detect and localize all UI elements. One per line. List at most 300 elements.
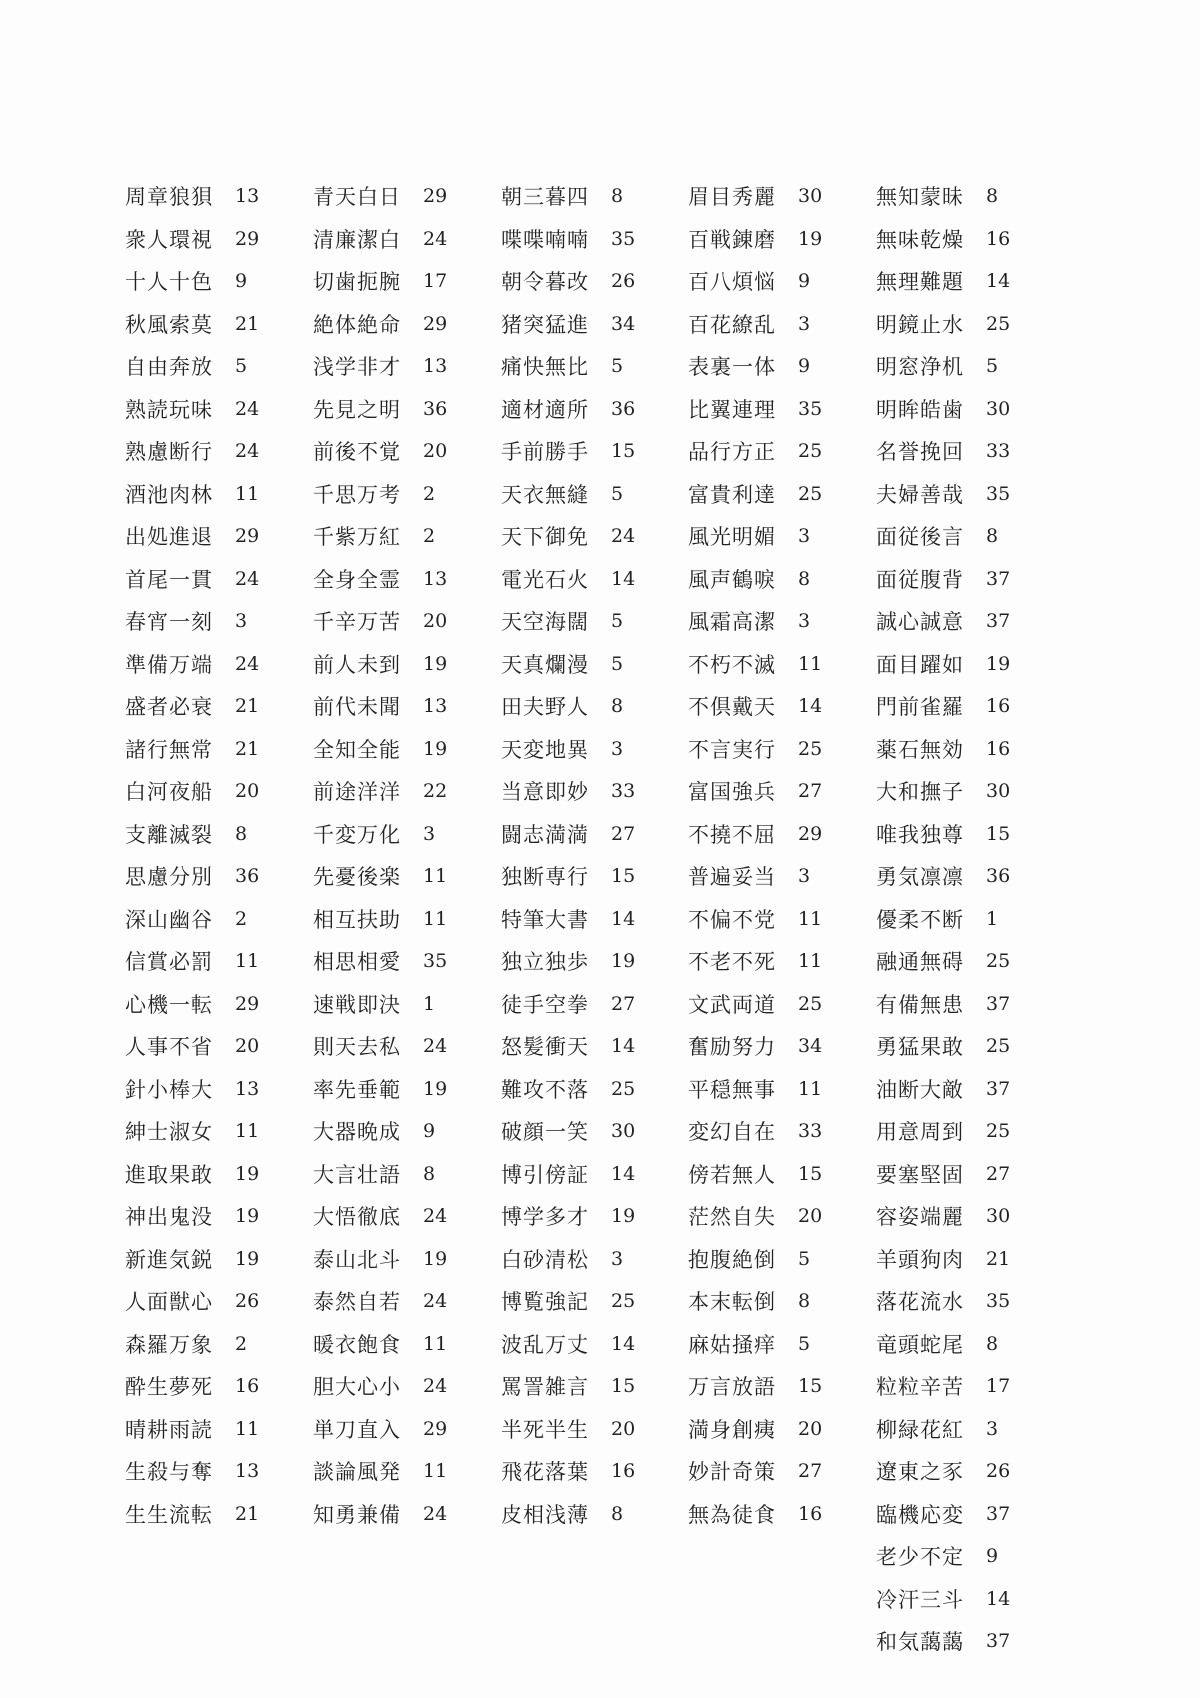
idiom-term: 首尾一貫 (125, 567, 213, 592)
idiom-term: 相思相愛 (313, 950, 401, 975)
idiom-term: 品行方正 (688, 440, 776, 465)
list-item (313, 430, 513, 473)
idiom-term: 風声鶴唳 (688, 567, 776, 592)
page-number: 17 (986, 1375, 1011, 1398)
page-number: 16 (611, 1460, 636, 1483)
list-item (501, 515, 701, 558)
list-item (501, 558, 701, 601)
idiom-term: 思慮分別 (125, 865, 213, 890)
page-number: 2 (235, 907, 248, 930)
column-3 (501, 175, 701, 1535)
list-item (876, 218, 1076, 261)
idiom-term: 風光明媚 (688, 525, 776, 550)
page-number: 15 (611, 440, 636, 463)
list-item (125, 175, 325, 218)
page-number: 33 (611, 780, 636, 803)
list-item (876, 1110, 1076, 1153)
list-item (501, 345, 701, 388)
page-number: 19 (611, 1205, 636, 1228)
idiom-term: 竜頭蛇尾 (876, 1332, 964, 1357)
page-number: 13 (423, 355, 448, 378)
page-number: 15 (611, 1375, 636, 1398)
list-item (501, 983, 701, 1026)
list-item (125, 1408, 325, 1451)
list-item (125, 643, 325, 686)
idiom-term: 飛花落葉 (501, 1460, 589, 1485)
list-item (876, 1323, 1076, 1366)
page-number: 34 (611, 312, 636, 335)
idiom-term: 大悟徹底 (313, 1205, 401, 1230)
list-item (876, 1025, 1076, 1068)
list-item (876, 388, 1076, 431)
page-number: 24 (423, 1035, 448, 1058)
list-item (876, 558, 1076, 601)
list-item (501, 430, 701, 473)
idiom-term: 森羅万象 (125, 1332, 213, 1357)
page-number: 21 (235, 1502, 260, 1525)
idiom-term: 紳士淑女 (125, 1120, 213, 1145)
idiom-term: 難攻不落 (501, 1077, 589, 1102)
list-item (125, 1365, 325, 1408)
idiom-term: 無知蒙昧 (876, 185, 964, 210)
idiom-term: 博覧強記 (501, 1290, 589, 1315)
list-item (125, 855, 325, 898)
idiom-term: 熟読玩味 (125, 397, 213, 422)
list-item (125, 260, 325, 303)
list-item (876, 473, 1076, 516)
page-number: 30 (611, 1120, 636, 1143)
page-number: 37 (986, 567, 1011, 590)
list-item (876, 303, 1076, 346)
page-number: 25 (986, 312, 1011, 335)
list-item (501, 218, 701, 261)
list-item (688, 813, 888, 856)
page-number: 8 (423, 1162, 436, 1185)
list-item (313, 558, 513, 601)
page-number: 14 (611, 1332, 636, 1355)
page-number: 20 (423, 610, 448, 633)
idiom-term: 前代未聞 (313, 695, 401, 720)
page-number: 19 (423, 652, 448, 675)
page-number: 16 (235, 1375, 260, 1398)
idiom-term: 不朽不滅 (688, 652, 776, 677)
list-item (688, 388, 888, 431)
list-item (313, 388, 513, 431)
page-number: 3 (798, 865, 811, 888)
page-number: 17 (423, 270, 448, 293)
list-item (125, 345, 325, 388)
list-item (688, 1493, 888, 1536)
page-number: 11 (423, 907, 448, 930)
page-number: 19 (235, 1205, 260, 1228)
list-item (876, 1238, 1076, 1281)
idiom-term: 不言実行 (688, 737, 776, 762)
page-number: 14 (986, 270, 1011, 293)
idiom-term: 明窓浄机 (876, 355, 964, 380)
page-number: 5 (798, 1247, 811, 1270)
idiom-term: 泰然自若 (313, 1290, 401, 1315)
idiom-term: 落花流水 (876, 1290, 964, 1315)
idiom-term: 夫婦善哉 (876, 482, 964, 507)
page-number: 30 (798, 185, 823, 208)
page-number: 3 (798, 525, 811, 548)
page-number: 29 (235, 992, 260, 1015)
list-item (313, 1365, 513, 1408)
idiom-term: 新進気鋭 (125, 1247, 213, 1272)
idiom-term: 羊頭狗肉 (876, 1247, 964, 1272)
list-item (688, 728, 888, 771)
idiom-term: 油断大敵 (876, 1077, 964, 1102)
idiom-term: 自由奔放 (125, 355, 213, 380)
list-item (688, 643, 888, 686)
page-number: 36 (986, 865, 1011, 888)
list-item (688, 770, 888, 813)
page-number: 13 (235, 185, 260, 208)
idiom-term: 平穏無事 (688, 1077, 776, 1102)
idiom-term: 百八煩悩 (688, 270, 776, 295)
idiom-term: 十人十色 (125, 270, 213, 295)
page-number: 36 (611, 397, 636, 420)
idiom-term: 比翼連理 (688, 397, 776, 422)
list-item (125, 558, 325, 601)
page-number: 3 (798, 312, 811, 335)
idiom-term: 融通無碍 (876, 950, 964, 975)
idiom-term: 半死半生 (501, 1417, 589, 1442)
page-number: 15 (798, 1162, 823, 1185)
page-number: 30 (986, 780, 1011, 803)
idiom-term: 白砂清松 (501, 1247, 589, 1272)
idiom-term: 面従腹背 (876, 567, 964, 592)
page-number: 8 (611, 185, 624, 208)
list-item (688, 1110, 888, 1153)
list-item (688, 1450, 888, 1493)
list-item (125, 388, 325, 431)
idiom-term: 千思万考 (313, 482, 401, 507)
page-number: 30 (986, 1205, 1011, 1228)
list-item (313, 1450, 513, 1493)
idiom-term: 談論風発 (313, 1460, 401, 1485)
page-number: 19 (986, 652, 1011, 675)
idiom-term: 怒髪衝天 (501, 1035, 589, 1060)
idiom-term: 天空海闊 (501, 610, 589, 635)
idiom-term: 前後不覚 (313, 440, 401, 465)
page-number: 19 (423, 1247, 448, 1270)
idiom-term: 大器晩成 (313, 1120, 401, 1145)
page-number: 11 (235, 1417, 260, 1440)
page-number: 19 (423, 737, 448, 760)
page-number: 21 (986, 1247, 1011, 1270)
list-item (688, 345, 888, 388)
idiom-term: 全知全能 (313, 737, 401, 762)
list-item (313, 1493, 513, 1536)
page-number: 27 (611, 992, 636, 1015)
idiom-term: 傍若無人 (688, 1162, 776, 1187)
idiom-term: 罵詈雑言 (501, 1375, 589, 1400)
page-number: 20 (798, 1417, 823, 1440)
list-item (125, 1153, 325, 1196)
list-item (876, 1365, 1076, 1408)
idiom-term: 出処進退 (125, 525, 213, 550)
list-item (125, 1323, 325, 1366)
page-number: 27 (611, 822, 636, 845)
idiom-term: 万言放語 (688, 1375, 776, 1400)
list-item (501, 1068, 701, 1111)
idiom-term: 神出鬼没 (125, 1205, 213, 1230)
page-number: 29 (235, 227, 260, 250)
idiom-term: 支離滅裂 (125, 822, 213, 847)
page-number: 11 (423, 1332, 448, 1355)
page-number: 37 (986, 992, 1011, 1015)
idiom-term: 風霜高潔 (688, 610, 776, 635)
idiom-term: 変幻自在 (688, 1120, 776, 1145)
list-item (313, 898, 513, 941)
list-item (125, 940, 325, 983)
list-item (876, 813, 1076, 856)
page-number: 20 (423, 440, 448, 463)
page-number: 21 (235, 312, 260, 335)
idiom-term: 波乱万丈 (501, 1332, 589, 1357)
page-number: 27 (798, 780, 823, 803)
list-item (688, 940, 888, 983)
idiom-term: 熟慮断行 (125, 440, 213, 465)
page-number: 19 (423, 1077, 448, 1100)
list-item (313, 1153, 513, 1196)
page-number: 5 (611, 610, 624, 633)
list-item (688, 1408, 888, 1451)
idiom-term: 勇猛果敢 (876, 1035, 964, 1060)
idiom-term: 麻姑掻痒 (688, 1332, 776, 1357)
page-number: 24 (235, 397, 260, 420)
idiom-term: 明眸皓歯 (876, 397, 964, 422)
idiom-term: 和気藹藹 (876, 1630, 964, 1655)
list-item (313, 685, 513, 728)
list-item (313, 260, 513, 303)
page-number: 3 (986, 1417, 999, 1440)
page-number: 2 (423, 482, 436, 505)
list-item (876, 1493, 1076, 1536)
idiom-term: 不老不死 (688, 950, 776, 975)
list-item (688, 600, 888, 643)
idiom-term: 有備無患 (876, 992, 964, 1017)
list-item (501, 1280, 701, 1323)
page-number: 26 (986, 1460, 1011, 1483)
page-number: 33 (986, 440, 1011, 463)
idiom-term: 単刀直入 (313, 1417, 401, 1442)
idiom-term: 臨機応変 (876, 1502, 964, 1527)
idiom-term: 天真爛漫 (501, 652, 589, 677)
idiom-term: 率先垂範 (313, 1077, 401, 1102)
idiom-term: 容姿端麗 (876, 1205, 964, 1230)
list-item (501, 600, 701, 643)
page-number: 22 (423, 780, 448, 803)
page-number: 19 (235, 1247, 260, 1270)
idiom-term: 適材適所 (501, 397, 589, 422)
idiom-term: 抱腹絶倒 (688, 1247, 776, 1272)
idiom-term: 心機一転 (125, 992, 213, 1017)
idiom-term: 絶体絶命 (313, 312, 401, 337)
page-number: 25 (986, 950, 1011, 973)
list-item (313, 218, 513, 261)
page-number: 35 (986, 1290, 1011, 1313)
idiom-term: 徒手空拳 (501, 992, 589, 1017)
list-item (313, 600, 513, 643)
page-number: 16 (798, 1502, 823, 1525)
list-item (501, 898, 701, 941)
idiom-term: 破顔一笑 (501, 1120, 589, 1145)
idiom-term: 全身全霊 (313, 567, 401, 592)
idiom-term: 要塞堅固 (876, 1162, 964, 1187)
idiom-term: 人事不省 (125, 1035, 213, 1060)
idiom-term: 生殺与奪 (125, 1460, 213, 1485)
list-item (125, 600, 325, 643)
list-item (125, 430, 325, 473)
list-item (313, 1195, 513, 1238)
idiom-term: 面目躍如 (876, 652, 964, 677)
page-number: 13 (423, 695, 448, 718)
page-number: 8 (986, 525, 999, 548)
idiom-term: 富国強兵 (688, 780, 776, 805)
page-number: 36 (423, 397, 448, 420)
idiom-term: 富貴利達 (688, 482, 776, 507)
idiom-term: 百花繚乱 (688, 312, 776, 337)
list-item (876, 345, 1076, 388)
list-item (501, 1110, 701, 1153)
idiom-term: 面従後言 (876, 525, 964, 550)
page-number: 15 (611, 865, 636, 888)
page-number: 5 (235, 355, 248, 378)
idiom-term: 切歯扼腕 (313, 270, 401, 295)
idiom-term: 茫然自失 (688, 1205, 776, 1230)
idiom-term: 独立独歩 (501, 950, 589, 975)
idiom-term: 則天去私 (313, 1035, 401, 1060)
list-item (688, 1153, 888, 1196)
page-number: 26 (235, 1290, 260, 1313)
page-number: 16 (986, 695, 1011, 718)
idiom-term: 準備万端 (125, 652, 213, 677)
idiom-term: 大言壮語 (313, 1162, 401, 1187)
list-item (501, 1195, 701, 1238)
idiom-term: 盛者必衰 (125, 695, 213, 720)
list-item (313, 1110, 513, 1153)
idiom-term: 博学多才 (501, 1205, 589, 1230)
list-item (501, 1450, 701, 1493)
page-number: 3 (798, 610, 811, 633)
page-number: 25 (611, 1290, 636, 1313)
idiom-term: 周章狼狽 (125, 185, 213, 210)
page-number: 27 (986, 1162, 1011, 1185)
page-number: 11 (423, 1460, 448, 1483)
idiom-term: 田夫野人 (501, 695, 589, 720)
idiom-term: 生生流転 (125, 1502, 213, 1527)
page-number: 35 (611, 227, 636, 250)
page-number: 24 (235, 440, 260, 463)
idiom-term: 晴耕雨読 (125, 1417, 213, 1442)
list-item (125, 685, 325, 728)
idiom-term: 知勇兼備 (313, 1502, 401, 1527)
page-number: 13 (423, 567, 448, 590)
idiom-term: 冷汗三斗 (876, 1587, 964, 1612)
list-item (125, 515, 325, 558)
idiom-term: 猪突猛進 (501, 312, 589, 337)
page-number: 35 (423, 950, 448, 973)
list-item (688, 1068, 888, 1111)
page-number: 30 (986, 397, 1011, 420)
list-item (501, 473, 701, 516)
list-item (125, 473, 325, 516)
list-item (688, 515, 888, 558)
list-item (876, 1153, 1076, 1196)
page-number: 35 (798, 397, 823, 420)
idiom-term: 誠心誠意 (876, 610, 964, 635)
idiom-term: 相互扶助 (313, 907, 401, 932)
idiom-term: 明鏡止水 (876, 312, 964, 337)
page-number: 11 (798, 950, 823, 973)
idiom-term: 青天白日 (313, 185, 401, 210)
column-2 (313, 175, 513, 1535)
idiom-term: 名誉挽回 (876, 440, 964, 465)
list-item (125, 770, 325, 813)
page-number: 11 (235, 950, 260, 973)
list-item (876, 770, 1076, 813)
list-item (876, 1280, 1076, 1323)
page-number: 35 (986, 482, 1011, 505)
idiom-term: 喋喋喃喃 (501, 227, 589, 252)
page-number: 37 (986, 1630, 1011, 1653)
page-number: 24 (235, 652, 260, 675)
list-item (876, 1535, 1076, 1578)
page-number: 11 (235, 1120, 260, 1143)
idiom-term: 妙計奇策 (688, 1460, 776, 1485)
list-item (876, 1620, 1076, 1663)
idiom-term: 諸行無常 (125, 737, 213, 762)
page-number: 3 (423, 822, 436, 845)
list-item (501, 685, 701, 728)
page-number: 9 (798, 270, 811, 293)
list-item (313, 813, 513, 856)
list-item (688, 1238, 888, 1281)
page-number: 25 (798, 482, 823, 505)
list-item (876, 1195, 1076, 1238)
idiom-term: 天変地異 (501, 737, 589, 762)
list-item (501, 303, 701, 346)
page-number: 3 (235, 610, 248, 633)
page-number: 2 (235, 1332, 248, 1355)
list-item (876, 728, 1076, 771)
page-number: 21 (235, 737, 260, 760)
idiom-term: 胆大心小 (313, 1375, 401, 1400)
idiom-term: 粒粒辛苦 (876, 1375, 964, 1400)
idiom-term: 不偏不党 (688, 907, 776, 932)
idiom-term: 衆人環視 (125, 227, 213, 252)
idiom-term: 用意周到 (876, 1120, 964, 1145)
list-item (876, 940, 1076, 983)
page-number: 11 (798, 1077, 823, 1100)
list-item (125, 1068, 325, 1111)
list-item (876, 1578, 1076, 1621)
idiom-term: 柳緑花紅 (876, 1417, 964, 1442)
list-item (313, 1408, 513, 1451)
list-item (313, 175, 513, 218)
list-item (876, 643, 1076, 686)
page-number: 20 (798, 1205, 823, 1228)
list-item (313, 855, 513, 898)
page-number: 13 (235, 1077, 260, 1100)
page-number: 37 (986, 1077, 1011, 1100)
page-number: 15 (986, 822, 1011, 845)
page-number: 29 (798, 822, 823, 845)
list-item (876, 175, 1076, 218)
page-number: 9 (798, 355, 811, 378)
